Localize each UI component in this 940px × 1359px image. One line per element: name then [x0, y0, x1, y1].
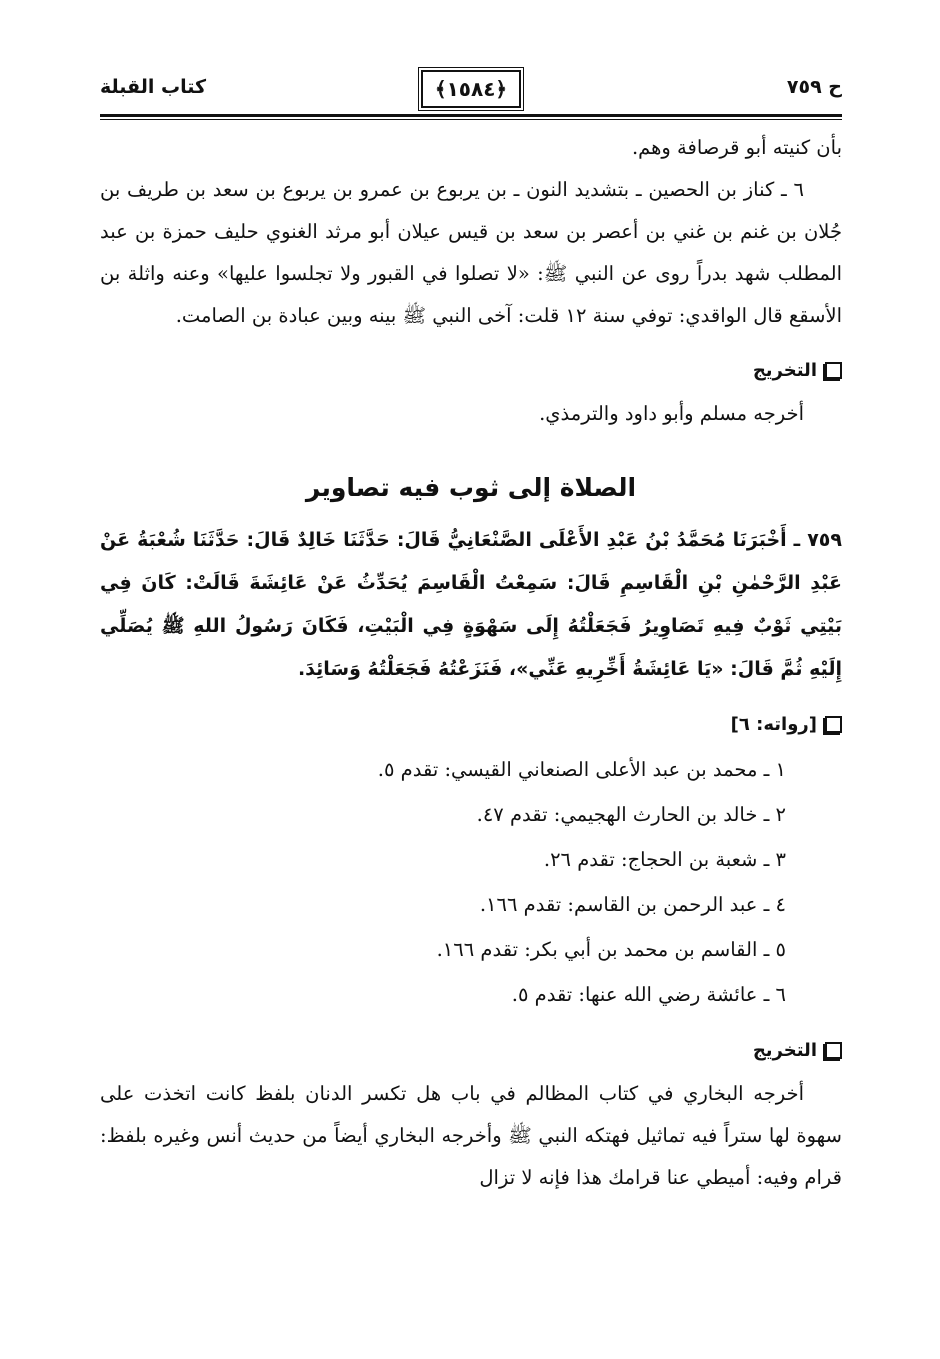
page-number: ﴿١٥٨٤﴾ — [421, 70, 521, 108]
header-divider — [100, 119, 842, 120]
takhrij-text-1: أخرجه مسلم وأبو داود والترمذي. — [539, 402, 804, 425]
list-item: ٣ ـ شعبة بن الحجاج: تقدم ٢٦. — [543, 848, 786, 871]
intro-paragraph-1: بأن كنيته أبو قرصافة وهم. — [631, 136, 842, 159]
checkbox-square-icon — [825, 716, 842, 733]
list-item: ٥ ـ القاسم بن محمد بن أبي بكر: تقدم ١٦٦. — [436, 938, 786, 961]
list-item: ٢ ـ خالد بن الحارث الهجيمي: تقدم ٤٧. — [476, 803, 786, 826]
page-header — [100, 70, 842, 117]
checkbox-square-icon — [825, 362, 842, 379]
narrators-list — [100, 747, 842, 1017]
takhrij-heading-label: التخريج — [752, 359, 817, 381]
book-title: كتاب القبلة — [100, 76, 207, 98]
list-item: ١ ـ محمد بن عبد الأعلى الصنعاني القيسي: تقدم ٥. — [377, 758, 786, 781]
narrators-heading-label: [رواته: ٦] — [730, 713, 817, 735]
takhrij-text-2: أخرجه البخاري في كتاب المظالم في باب هل تكسر الدنان بلفظ كانت اتخذت على سهوة لها ستراً فيه تماثيل فهتكه النبي ﷺ وأخرجه البخاري أيضاً من حديث أنس وغيره بلفظ: قرام وفيه: أميطي عنا قرامك هذا فإنه لا تزال — [100, 1082, 842, 1189]
list-item: ٤ ـ عبد الرحمن بن القاسم: تقدم ١٦٦. — [479, 893, 786, 916]
document-page — [100, 70, 842, 1199]
narrators-heading — [100, 707, 842, 741]
hadith-text: ٧٥٩ ـ أَخْبَرَنَا مُحَمَّدُ بْنُ عَبْدِ الأَعْلَى الصَّنْعَانِيُّ قَالَ: حَدَّثَنَا خَالِدٌ قَالَ: حَدَّثَنَا شُعْبَةُ عَنْ عَبْدِ الرَّحْمٰنِ بْنِ الْقَاسِمِ قَالَ: سَمِعْتُ الْقَاسِمَ يُحَدِّثُ عَنْ عَائِشَةَ قَالَتْ: كَانَ فِي بَيْتِي ثَوْبٌ فِيهِ تَصَاوِيرُ فَجَعَلْتُهُ إِلَى سَهْوَةٍ فِي الْبَيْتِ، فَكَانَ رَسُولُ اللهِ ﷺ يُصَلِّي إِلَيْهِ ثُمَّ قَالَ: «يَا عَائِشَةُ أَخِّرِيهِ عَنِّي»، فَنَزَعْتُهُ فَجَعَلْتُهُ وَسَائِدَ. — [100, 529, 842, 680]
chapter-title: الصلاة إلى ثوب فيه تصاوير — [305, 473, 637, 502]
checkbox-square-icon — [825, 1042, 842, 1059]
takhrij-heading-2 — [100, 1033, 842, 1067]
takhrij-heading-label: التخريج — [752, 1039, 817, 1061]
hadith-range: ح ٧٥٩ — [786, 76, 842, 98]
list-item: ٦ ـ عائشة رضي الله عنها: تقدم ٥. — [511, 983, 786, 1006]
intro-paragraph-2: ٦ ـ كناز بن الحصين ـ بتشديد النون ـ بن يربوع بن عمرو بن يربوع بن سعد بن طريف بن جُلان بن غنم بن غني بن أعصر بن سعد بن قيس عيلان أبو مرثد الغنوي حليف حمزة بن عبد المطلب شهد بدراً روى عن النبي ﷺ: «لا تصلوا في القبور ولا تجلسوا عليها» وعنه واثلة بن الأسقع قال الواقدي: توفي سنة ١٢ قلت: آخى النبي ﷺ بينه وبين عبادة بن الصامت. — [100, 178, 842, 327]
takhrij-heading-1 — [100, 353, 842, 387]
